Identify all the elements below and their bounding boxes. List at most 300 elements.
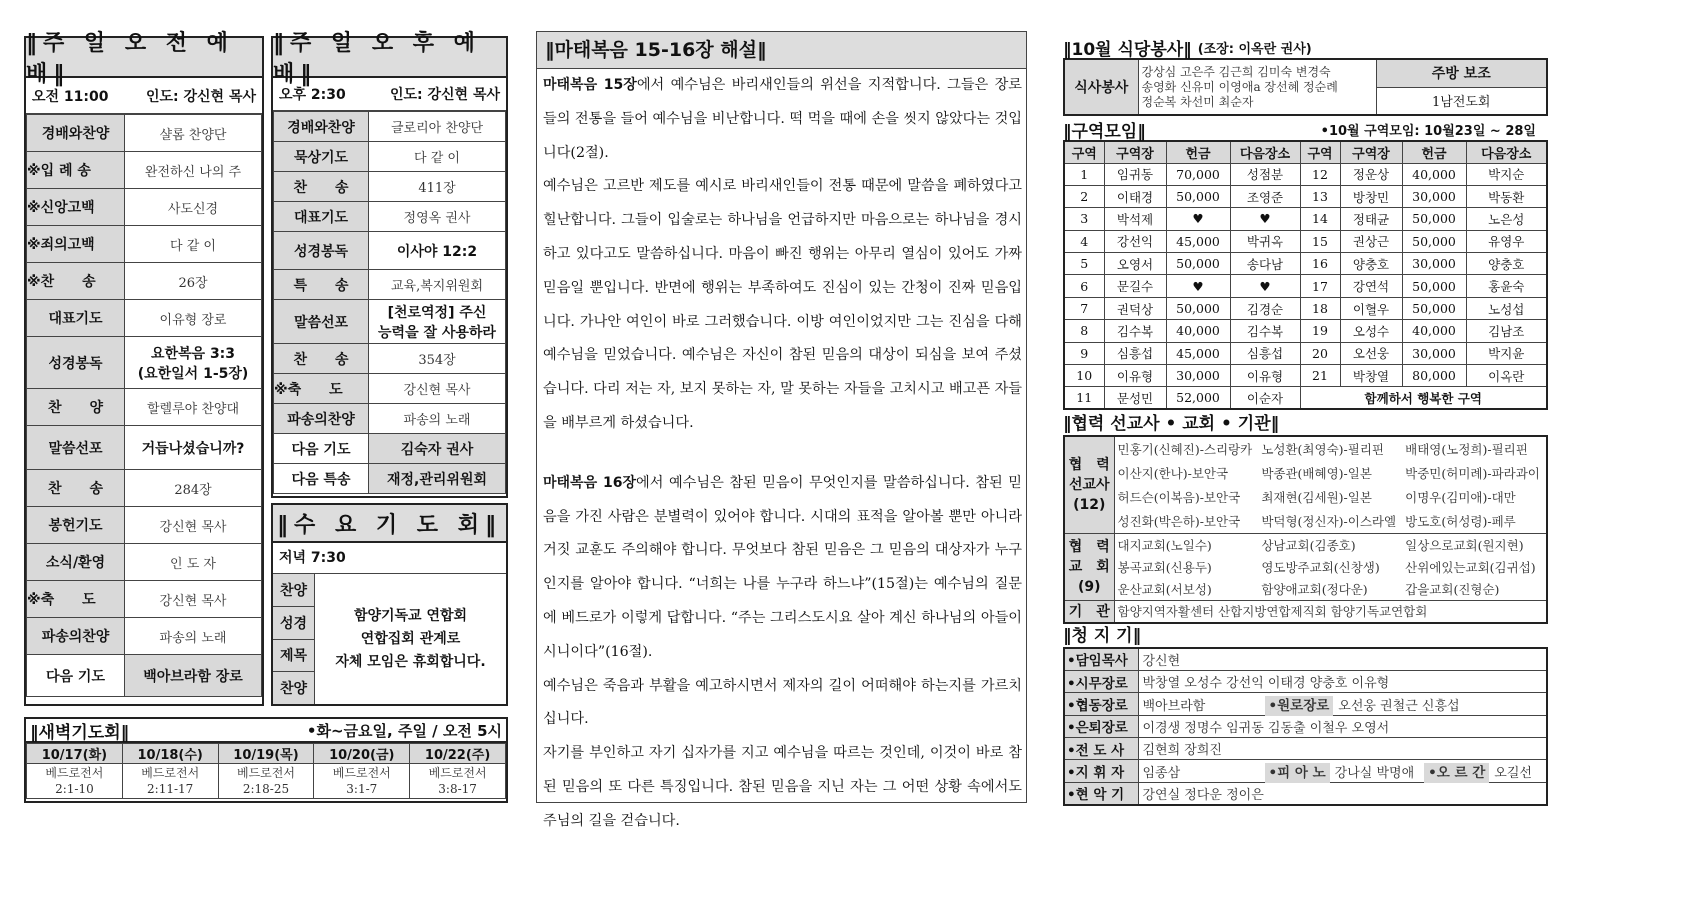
wed-prayer-body <box>273 574 506 704</box>
district-row <box>1064 320 1547 342</box>
district-row <box>1064 185 1547 207</box>
roster-names <box>1138 760 1547 782</box>
district-col-header: 헌금 <box>1166 141 1230 163</box>
roster-row <box>1064 715 1547 737</box>
pm-sermon-title <box>369 300 506 344</box>
article-title: ‖마태복음 15-16장 해설‖ <box>537 32 1026 69</box>
district-header <box>1063 118 1548 140</box>
district-cell: 50,000 <box>1402 208 1466 230</box>
article-paragraph: 예수님은 죽음과 부활을 예고하시면서 제자의 길이 어떠해야 하는지를 가르치십니다. <box>543 677 1022 728</box>
dawn-reading <box>314 764 410 799</box>
pm-service-order <box>273 111 506 494</box>
am-next-prayer-label: 다음 기도 <box>27 655 125 697</box>
district-cell: 50,000 <box>1402 275 1466 297</box>
district-cell: 문성민 <box>1104 387 1166 409</box>
article-bold: 마태복음 16장 <box>543 474 637 491</box>
district-title: ‖구역모임‖ <box>1063 121 1146 142</box>
district-cell: 45,000 <box>1166 342 1230 364</box>
roster-row <box>1064 670 1547 692</box>
roster-value: 강연실 정다운 정이은 <box>1142 787 1264 803</box>
district-cell: 박동환 <box>1466 185 1547 207</box>
church-entry: 일상으로교회(원지현) <box>1405 538 1524 553</box>
district-cell: 30,000 <box>1402 253 1466 275</box>
kitchen-label: 주방 보조 <box>1376 59 1547 87</box>
missionary-entry: 방도호(허성령)-페루 <box>1405 514 1516 529</box>
am-next-prayer-value: 백아브라함 장로 <box>125 655 262 697</box>
district-col-header: 헌금 <box>1402 141 1466 163</box>
district-cell: 30,000 <box>1402 342 1466 364</box>
roster-role: •전 도 사 <box>1064 738 1138 760</box>
pm-next-prayer-label: 다음 기도 <box>274 434 369 464</box>
district-cell: 박귀옥 <box>1230 230 1300 252</box>
missionary-entry: 이명우(김미애)-대만 <box>1405 490 1516 505</box>
mission-table <box>1063 435 1548 624</box>
district-cell: 19 <box>1300 320 1340 342</box>
am-scripture-sub: (요한일서 1-5장) <box>137 365 249 382</box>
district-cell: 6 <box>1064 275 1104 297</box>
pm-scripture: 이사야 12:2 <box>369 232 506 270</box>
district-cell: 오선웅 <box>1340 342 1402 364</box>
wed-prayer-panel <box>271 503 508 706</box>
roster-role: •피 아 노 <box>1265 763 1330 783</box>
am-row-value: 강신현 목사 <box>125 581 262 618</box>
dawn-date: 10/18(수) <box>122 744 218 764</box>
district-col-header: 구역 <box>1064 141 1104 163</box>
pm-next-prayer-value: 김숙자 권사 <box>369 434 506 464</box>
roster-names <box>1138 715 1547 737</box>
pm-service-leader: 인도: 강신현 목사 <box>389 87 500 103</box>
article-text: 에서 예수님은 참된 믿음이 무엇인지를 말씀하십니다. 참된 믿음을 가진 사람은 분별력이 있어야 합니다. 시대의 표적을 알아볼 뿐만 아니라 거짓 교훈도 주의해야 합니다. 무엇보다 참된 믿음은 그 믿음의 대상자가 누구인지를 알아야 합니다. “너희는 나를 누구라 하느냐”(15절)는 예수님의 질문에 베드로가 이렇게 답합니다. “주는 그리스도시요 살아 계신 하나님의 아들이시니이다”(16절). <box>543 474 1022 660</box>
district-cell: 10 <box>1064 365 1104 387</box>
dawn-ref: 3:1-7 <box>346 782 378 796</box>
dawn-date: 10/17(화) <box>27 744 123 764</box>
missionary-entry: 민홍기(신혜진)-스리랑카 <box>1117 442 1253 457</box>
pm-row-value: 강신현 목사 <box>369 374 506 404</box>
church-entry: 갑을교회(진형순) <box>1405 582 1500 597</box>
church-label-line: (9) <box>1077 579 1101 595</box>
am-row-value: 26장 <box>125 263 262 300</box>
pm-row-label: ※축 도 <box>274 374 369 404</box>
district-cell: 박지윤 <box>1466 342 1547 364</box>
district-cell: 이혈우 <box>1340 297 1402 319</box>
dawn-book: 베드로전서 <box>141 766 200 780</box>
cafeteria-table <box>1063 58 1548 116</box>
missionary-row <box>1115 461 1547 485</box>
church-list <box>1114 534 1547 601</box>
pm-next-special-label: 다음 특송 <box>274 464 369 494</box>
district-cell: 7 <box>1064 297 1104 319</box>
district-cell: 오성수 <box>1340 320 1402 342</box>
wed-label: 찬양 <box>273 672 314 704</box>
district-cell: 40,000 <box>1402 163 1466 185</box>
dawn-book: 베드로전서 <box>332 766 391 780</box>
mission-title: ‖협력 선교사 • 교회 • 기관‖ <box>1063 414 1280 434</box>
district-cell: 양충호 <box>1466 253 1547 275</box>
kitchen-value: 1남전도회 <box>1376 87 1547 115</box>
district-row <box>1064 208 1547 230</box>
cafeteria-names-line: 정순복 차선미 최순자 <box>1141 94 1254 109</box>
district-cell: 유영우 <box>1466 230 1547 252</box>
am-service-panel <box>24 31 264 706</box>
district-cell: ♥ <box>1230 275 1300 297</box>
district-row <box>1064 342 1547 364</box>
am-row-label: ※축 도 <box>27 581 125 618</box>
dawn-date: 10/20(금) <box>314 744 410 764</box>
district-col-header: 다음장소 <box>1466 141 1547 163</box>
dawn-date: 10/22(주) <box>410 744 506 764</box>
am-scripture-main: 요한복음 3:3 <box>150 345 236 362</box>
district-cell: 30,000 <box>1166 365 1230 387</box>
article-paragraph: 예수님은 고르반 제도를 예시로 바리새인들이 전통 때문에 말씀을 폐하였다고 힐난합니다. 그들이 입술로는 하나님을 언급하지만 마음으로는 하나님을 경시하고 있다고도 말씀하십니다. 마음이 빠진 행위는 아무리 열심이 있어도 가짜 믿음일 뿐입니다. 반면에 행위는 부족하여도 진심이 있는 간청이 진짜 믿음입니다. 가나안 여인이 바로 그러했습니다. 이방 여인이었지만 그는 진심을 다해 예수님을 믿었습니다. 예수님은 자신이 참된 믿음의 대상이 되심을 보여 주셨습니다. 다리 저는 자, 보지 못하는 자, 말 못하는 자들을 고치시고 배고픈 자들을 배부르게 하셨습니다. <box>543 178 1022 431</box>
district-cell: 노은성 <box>1466 208 1547 230</box>
roster-names <box>1138 738 1547 760</box>
district-table <box>1063 140 1548 410</box>
district-cell: 15 <box>1300 230 1340 252</box>
district-row <box>1064 253 1547 275</box>
missionary-row <box>1115 509 1547 533</box>
cafeteria-panel <box>1063 36 1548 116</box>
district-cell: 조영준 <box>1230 185 1300 207</box>
pm-row-label: 대표기도 <box>274 202 369 232</box>
district-cell: 50,000 <box>1166 185 1230 207</box>
district-cell: 13 <box>1300 185 1340 207</box>
cafeteria-title: ‖10월 식당봉사‖ <box>1063 39 1192 60</box>
district-cell: 3 <box>1064 208 1104 230</box>
district-cell: 4 <box>1064 230 1104 252</box>
roster-role: •은퇴장로 <box>1064 715 1138 737</box>
missionary-entry: 허드슨(이복음)-보안국 <box>1117 490 1241 505</box>
pm-row-label: 찬 송 <box>274 344 369 374</box>
am-row-value: 할렐루야 찬양대 <box>125 389 262 426</box>
missionary-entry: 노성환(최영숙)-필리핀 <box>1261 442 1384 457</box>
wed-label: 성경 <box>273 607 314 640</box>
wed-prayer-labels <box>273 574 315 704</box>
dawn-prayer-table <box>26 743 506 799</box>
am-row-value: 샬롬 찬양단 <box>125 115 262 152</box>
am-row-label: 말씀선포 <box>27 426 125 470</box>
roster-value: 오길선 <box>1494 766 1532 782</box>
district-cell: ♥ <box>1230 208 1300 230</box>
district-row <box>1064 230 1547 252</box>
district-cell: 김수복 <box>1104 320 1166 342</box>
church-entry: 봉곡교회(신용두) <box>1117 560 1212 575</box>
church-entry: 영도방주교회(신창생) <box>1261 560 1380 575</box>
missionary-label-line: 협 력 <box>1068 457 1110 473</box>
missionary-row <box>1115 437 1547 461</box>
district-cell: 오영서 <box>1104 253 1166 275</box>
missionary-label-line: (12) <box>1073 497 1106 513</box>
district-cell: 권덕상 <box>1104 297 1166 319</box>
cafeteria-names-line: 송영화 신유미 이영애a 장선혜 정순례 <box>1141 79 1338 94</box>
district-cell: 심흥섭 <box>1230 342 1300 364</box>
missionary-entry: 성진화(박은하)-보안국 <box>1117 514 1241 529</box>
district-cell: 박석제 <box>1104 208 1166 230</box>
dawn-reading <box>27 764 123 799</box>
dawn-book: 베드로전서 <box>45 766 104 780</box>
district-row <box>1064 163 1547 185</box>
church-row <box>1115 534 1547 556</box>
roster-names <box>1138 693 1547 715</box>
missionary-entry: 박중민(허미례)-파라과이 <box>1405 466 1540 481</box>
church-entry: 함양애교회(정다운) <box>1261 582 1368 597</box>
am-row-value: 파송의 노래 <box>125 618 262 655</box>
dawn-ref: 2:11-17 <box>147 782 194 796</box>
article-paragraph <box>543 69 1022 170</box>
org-label: 기 관 <box>1064 601 1114 623</box>
pm-row-value: 정영옥 권사 <box>369 202 506 232</box>
district-cell: 50,000 <box>1166 297 1230 319</box>
am-row-label: ※신앙고백 <box>27 189 125 226</box>
wed-prayer-notice <box>315 574 506 704</box>
district-cell: 2 <box>1064 185 1104 207</box>
roster-role: •협동장로 <box>1064 693 1138 715</box>
pm-row-value: 354장 <box>369 344 506 374</box>
district-panel <box>1063 118 1548 410</box>
district-cell: 80,000 <box>1402 365 1466 387</box>
am-row-label: ※찬 송 <box>27 263 125 300</box>
mission-panel <box>1063 413 1548 624</box>
pm-service-panel <box>271 31 508 498</box>
am-service-title: ‖주 일 오 전 예 배‖ <box>26 38 262 78</box>
church-entry: 운산교회(서보성) <box>1117 582 1212 597</box>
dawn-prayer-header <box>26 719 506 743</box>
district-row <box>1064 387 1547 409</box>
am-row-value: 인 도 자 <box>125 544 262 581</box>
roster-row <box>1064 693 1547 715</box>
am-service-order <box>26 114 262 697</box>
article-panel <box>536 31 1027 829</box>
roster-value: 이경생 정명수 임귀동 김동출 이철우 오영서 <box>1142 720 1390 736</box>
district-cell: 52,000 <box>1166 387 1230 409</box>
cafeteria-names <box>1138 59 1376 115</box>
missionary-grid <box>1115 437 1547 533</box>
pm-row-label: 특 송 <box>274 270 369 300</box>
district-cell: 11 <box>1064 387 1104 409</box>
district-cell: 45,000 <box>1166 230 1230 252</box>
roster-panel <box>1063 625 1548 806</box>
district-cell: ♥ <box>1166 208 1230 230</box>
am-row-label: 경배와찬양 <box>27 115 125 152</box>
district-col-header: 구역장 <box>1104 141 1166 163</box>
church-entry: 대지교회(노일수) <box>1117 538 1212 553</box>
district-col-header: 다음장소 <box>1230 141 1300 163</box>
roster-row <box>1064 648 1547 670</box>
roster-names <box>1138 648 1547 670</box>
article-spacer <box>543 441 1022 467</box>
district-cell: 50,000 <box>1166 253 1230 275</box>
missionary-entry: 박덕형(정신자)-이스라엘 <box>1261 514 1397 529</box>
missionary-entry: 박종관(배혜영)-일본 <box>1261 466 1372 481</box>
district-col-header: 구역장 <box>1340 141 1402 163</box>
district-row <box>1064 365 1547 387</box>
district-cell: 40,000 <box>1402 320 1466 342</box>
district-cell: 강연석 <box>1340 275 1402 297</box>
missionary-entry: 최재현(김세원)-일본 <box>1261 490 1372 505</box>
district-cell: 50,000 <box>1402 230 1466 252</box>
district-cell: 16 <box>1300 253 1340 275</box>
district-cell: 50,000 <box>1402 297 1466 319</box>
am-row-label: 대표기도 <box>27 300 125 337</box>
district-cell: 18 <box>1300 297 1340 319</box>
pm-row-label: 찬 송 <box>274 172 369 202</box>
article-body <box>537 69 1026 839</box>
church-grid <box>1115 534 1547 600</box>
roster-value: 강나실 박명애 <box>1334 766 1415 782</box>
roster-value: 김현희 장희진 <box>1142 743 1222 759</box>
missionary-entry: 배태영(노정희)-필리핀 <box>1405 442 1528 457</box>
dawn-ref: 2:1-10 <box>55 782 94 796</box>
district-cell: 40,000 <box>1166 320 1230 342</box>
roster-value: 임종삼 <box>1142 766 1181 782</box>
district-cell: 5 <box>1064 253 1104 275</box>
dawn-prayer-title: ‖새벽기도회‖ <box>30 722 130 743</box>
district-cell: 30,000 <box>1402 185 1466 207</box>
roster-role: •담임목사 <box>1064 648 1138 670</box>
am-row-value: 강신현 목사 <box>125 507 262 544</box>
district-cell: ♥ <box>1166 275 1230 297</box>
district-cell: 이순자 <box>1230 387 1300 409</box>
dawn-prayer-panel <box>24 717 508 803</box>
district-cell: 홍윤숙 <box>1466 275 1547 297</box>
district-cell: 송다남 <box>1230 253 1300 275</box>
pm-row-label: 경배와찬양 <box>274 112 369 142</box>
district-cell: 김경순 <box>1230 297 1300 319</box>
roster-row <box>1064 738 1547 760</box>
district-cell: 이태경 <box>1104 185 1166 207</box>
district-cell: 9 <box>1064 342 1104 364</box>
roster-role: •시무장로 <box>1064 670 1138 692</box>
am-row-value <box>125 337 262 389</box>
district-cell: 이유형 <box>1230 365 1300 387</box>
dawn-reading <box>122 764 218 799</box>
pm-sermon-line1: [천로역정] 주신 <box>387 304 487 321</box>
am-row-label: 찬 양 <box>27 389 125 426</box>
dawn-book: 베드로전서 <box>428 766 487 780</box>
district-cell: 8 <box>1064 320 1104 342</box>
dawn-prayer-schedule: •화~금요일, 주일 / 오전 5시 <box>306 721 502 740</box>
am-row-label: ※죄의고백 <box>27 226 125 263</box>
pm-row-label: 말씀선포 <box>274 300 369 344</box>
pm-service-title: ‖주 일 오 후 예 배‖ <box>273 38 506 78</box>
pm-row-value: 파송의 노래 <box>369 404 506 434</box>
missionary-label <box>1064 436 1114 534</box>
district-cell: 김남조 <box>1466 320 1547 342</box>
district-cell: 김수복 <box>1230 320 1300 342</box>
district-cell: 이유형 <box>1104 365 1166 387</box>
wed-label: 제목 <box>273 640 314 673</box>
roster-table <box>1063 647 1548 806</box>
cafeteria-names-line: 강상심 고은주 김근희 김미숙 변경숙 <box>1141 64 1331 79</box>
article-bold: 마태복음 15장 <box>543 77 637 93</box>
wed-prayer-title: ‖수 요 기 도 회‖ <box>273 505 506 543</box>
am-service-leader: 인도: 강신현 목사 <box>145 88 256 105</box>
missionary-list <box>1114 436 1547 534</box>
district-cell: 정운상 <box>1340 163 1402 185</box>
district-row <box>1064 297 1547 319</box>
pm-row-label: 묵상기도 <box>274 142 369 172</box>
dawn-reading <box>410 764 506 799</box>
missionary-row <box>1115 485 1547 509</box>
pm-service-time: 오후 2:30 <box>279 87 346 103</box>
district-cell: 박지순 <box>1466 163 1547 185</box>
wed-notice-line: 자체 모임은 휴회합니다. <box>335 653 486 670</box>
roster-names <box>1138 782 1547 804</box>
church-row <box>1115 578 1547 600</box>
district-col-header: 구역 <box>1300 141 1340 163</box>
roster-names <box>1138 670 1547 692</box>
missionary-entry: 이산지(한나)-보안국 <box>1117 466 1229 481</box>
am-service-time: 오전 11:00 <box>32 88 109 105</box>
church-row <box>1115 556 1547 578</box>
pm-row-value: 글로리아 찬양단 <box>369 112 506 142</box>
am-row-value: 이유형 장로 <box>125 300 262 337</box>
district-cell: 21 <box>1300 365 1340 387</box>
district-cell: 문길수 <box>1104 275 1166 297</box>
article-text: 에서 예수님은 바리새인들의 위선을 지적합니다. 그들은 장로들의 전통을 들어 예수님을 비난합니다. 떡 먹을 때에 손을 씻지 않았다는 것입니다(2절). <box>543 77 1022 161</box>
wed-prayer-time: 저녁 7:30 <box>273 543 506 574</box>
church-label-line: 협 력 <box>1068 539 1110 555</box>
pm-row-value: 교육,복지위원회 <box>369 270 506 300</box>
district-cell: 정태균 <box>1340 208 1402 230</box>
district-cell: 방창민 <box>1340 185 1402 207</box>
district-cell: 임귀동 <box>1104 163 1166 185</box>
district-cell: 박창열 <box>1340 365 1402 387</box>
roster-row <box>1064 760 1547 782</box>
roster-role: •지 휘 자 <box>1064 760 1138 782</box>
roster-title: ‖청 지 기‖ <box>1063 626 1142 646</box>
roster-role: •오 르 간 <box>1424 763 1489 783</box>
district-cell: 심흥섭 <box>1104 342 1166 364</box>
church-entry: 상남교회(김종호) <box>1261 538 1356 553</box>
district-cell: 노성섭 <box>1466 297 1547 319</box>
roster-role: •원로장로 <box>1265 696 1334 716</box>
wed-label: 찬양 <box>273 574 314 607</box>
am-row-label: 파송의찬양 <box>27 618 125 655</box>
am-row-label: 찬 송 <box>27 470 125 507</box>
cafeteria-label: 식사봉사 <box>1064 59 1138 115</box>
roster-row <box>1064 782 1547 804</box>
district-cell: 17 <box>1300 275 1340 297</box>
dawn-date: 10/19(목) <box>218 744 314 764</box>
wed-notice-line: 함양기독교 연합회 <box>353 607 468 624</box>
district-cell: 14 <box>1300 208 1340 230</box>
am-row-value: 완전하신 나의 주 <box>125 152 262 189</box>
pm-sermon-line2: 능력을 잘 사용하라 <box>378 324 496 341</box>
district-row <box>1064 275 1547 297</box>
missionary-label-line: 선교사 <box>1068 477 1110 493</box>
wed-notice-line: 연합집회 관계로 <box>360 630 461 647</box>
dawn-ref: 3:8-17 <box>438 782 477 796</box>
am-row-label: 소식/환영 <box>27 544 125 581</box>
church-label <box>1064 534 1114 601</box>
am-row-label: 성경봉독 <box>27 337 125 389</box>
article-paragraph <box>543 467 1022 670</box>
dawn-ref: 2:18-25 <box>242 782 290 796</box>
district-cell: 이옥란 <box>1466 365 1547 387</box>
roster-value: 백아브라함 <box>1142 698 1206 714</box>
am-row-value: 다 같 이 <box>125 226 262 263</box>
org-list: 함양지역자활센터 산합지방연합제직회 함양기독교연합회 <box>1114 601 1547 623</box>
am-row-label: ※입 례 송 <box>27 152 125 189</box>
district-cell: 권상근 <box>1340 230 1402 252</box>
district-cell: 1 <box>1064 163 1104 185</box>
district-cell: 성점분 <box>1230 163 1300 185</box>
roster-value: 강신현 <box>1142 653 1181 669</box>
pm-row-value: 다 같 이 <box>369 142 506 172</box>
dawn-reading <box>218 764 314 799</box>
church-entry: 산위에있는교회(김귀섭) <box>1405 560 1536 575</box>
cafeteria-leader: (조장: 이옥란 권사) <box>1197 41 1312 57</box>
